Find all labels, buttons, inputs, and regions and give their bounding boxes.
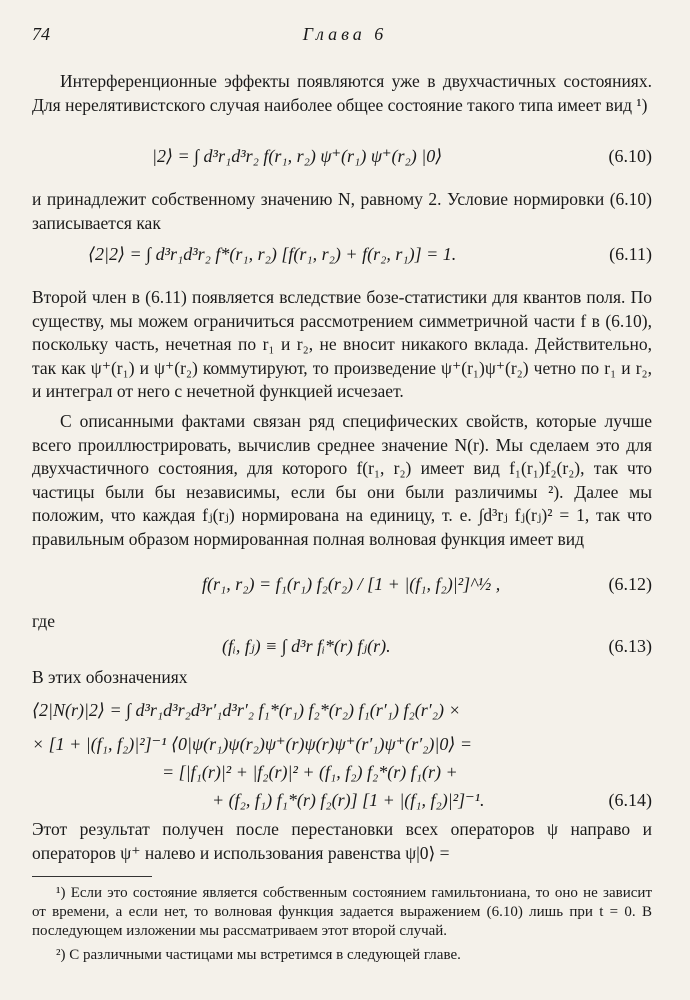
page-header [32,24,658,50]
equation-number: (6.12) [608,574,652,594]
equation-body: = [|f₁(r)|² + |f₂(r)|² + (f₁, f₂) f₂*(r) f₁(r) + [162,762,458,782]
footnote-1: ¹) Если это состояние является собственным состоянием гамильтониана, то оно не зависит от времени, а если нет, то волновая функция задается выражением (6.10) лишь при t = 0. В последующем изложении мы рассматриваем этот второй случай. [32,885,652,939]
equation-body: |2⟩ = ∫ d³r₁d³r₂ f(r₁, r₂) ψ⁺(r₁) ψ⁺(r₂) |0⟩ [152,146,443,166]
chapter-title: Глава 6 [302,24,388,44]
equation-6-14-line-1 [32,700,652,736]
equation-6-12 [32,574,652,610]
equation-number: (6.14) [608,790,652,810]
equation-body: ⟨2|2⟩ = ∫ d³r₁d³r₂ f*(r₁, r₂) [f(r₁, r₂) + f(r₂, r₁)] = 1. [88,244,457,264]
equation-number: (6.11) [609,244,652,264]
footnote-2: ²) С различными частицами мы встретимся в следующей главе. [56,947,461,963]
equation-body: + (f₂, f₁) f₁*(r) f₂(r)] [1 + |(f₁, f₂)|²]⁻¹. [212,790,485,810]
equation-body: (fᵢ, fⱼ) ≡ ∫ d³r fᵢ*(r) fⱼ(r). [222,636,391,656]
paragraph-intro: Интерференционные эффекты появляются уже в двухчастичных состояниях. Для нерелятивистского случая наиболее общее состояние такого типа имеет вид ¹) [32,71,652,115]
equation-body: ⟨2|N(r)|2⟩ = ∫ d³r₁d³r₂d³r′₁d³r′₂ f₁*(r₁) f₂*(r₂) f₁(r′₁) f₂(r′₂) × [32,700,461,720]
paragraph-where: где [32,611,55,631]
equation-body: × [1 + |(f₁, f₂)|²]⁻¹ ⟨0|ψ(r₁)ψ(r₂)ψ⁺(r)ψ(r)ψ⁺(r′₁)ψ⁺(r′₂)|0⟩ = [32,734,473,754]
equation-number: (6.13) [608,636,652,656]
equation-body: f(r₁, r₂) = f₁(r₁) f₂(r₂) / [1 + |(f₁, f₂)|²]^½ , [202,574,501,594]
paragraph-two-particle: С описанными фактами связан ряд специфических свойств, которые лучше всего проиллюстрировать, вычислив среднее значение N(r). Мы сделаем это для двухчастичного состояния, для которого f(r₁, r₂) имеет вид f₁(r₁)f₂(r₂), так что частицы были бы независимы, если бы они были различимы ²). Далее мы положим, что каждая fⱼ(rⱼ) нормирована на единицу, т. е. ∫d³rⱼ fⱼ(rⱼ)² = 1, так что правильным образом нормированная полная волновая функция имеет вид [32,411,652,549]
paragraph-bose-statistics: Второй член в (6.11) появляется вследствие бозе-статистики для квантов поля. По существу, мы можем ограничиться рассмотрением симметричной части f в (6.10), поскольку часть, нечетная по r₁ и r₂, не вносит никакого вклада. Действительно, так как ψ⁺(r₁) и ψ⁺(r₂) коммутируют, то произведение ψ⁺(r₁)ψ⁺(r₂) четно по r₁ и r₂, и интеграл от него с нечетной функцией исчезает. [32,287,652,401]
paragraph-operator-ordering: Этот результат получен после перестановки всех операторов ψ направо и операторов ψ⁺ налево и использования равенства ψ|0⟩ = [32,819,652,863]
equation-6-11 [32,244,652,280]
page-number: 74 [32,24,50,44]
paragraph-normalization: и принадлежит собственному значению N, равному 2. Условие нормировки (6.10) записывается как [32,189,652,233]
equation-number: (6.10) [608,146,652,166]
footnote-separator [32,876,152,877]
paragraph-notation: В этих обозначениях [32,667,188,687]
equation-6-10 [32,146,652,182]
